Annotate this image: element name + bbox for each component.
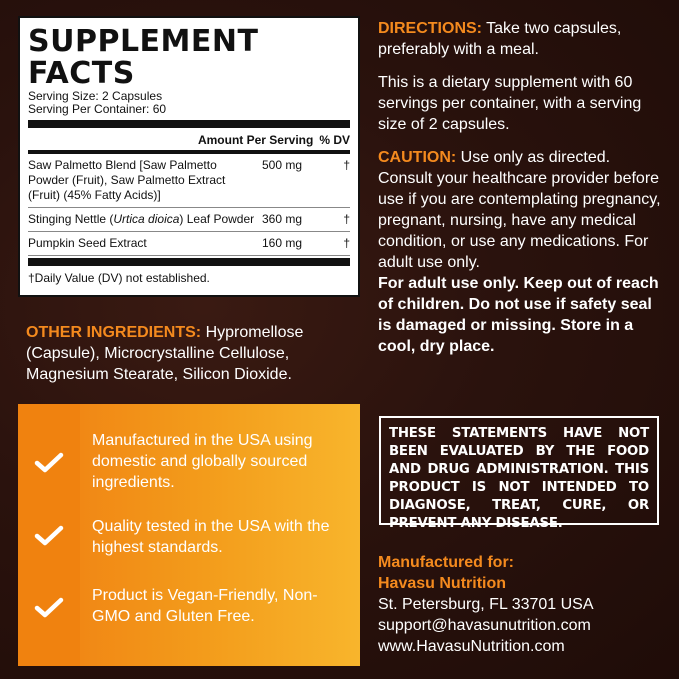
dv-footnote: †Daily Value (DV) not established. — [28, 271, 210, 285]
check-icon — [34, 452, 64, 474]
directions — [378, 18, 668, 60]
divider-thick — [28, 258, 350, 266]
other-ingredients — [26, 322, 356, 385]
ingredient-amount: 500 mg — [262, 158, 303, 172]
benefit-item: Manufactured in the USA using domestic and globally sourced ingredients. — [92, 432, 313, 491]
facts-title: SUPPLEMENT FACTS — [28, 24, 259, 91]
ingredient-name-suffix: ) Leaf Powder — [179, 212, 255, 226]
fda-disclaimer: THESE STATEMENTS HAVE NOT BEEN EVALUATED BY THE FOOD AND DRUG ADMINISTRATION. THIS PRODUCT IS NOT INTENDED TO DIAGNOSE, TREAT, CURE, OR PREVENT ANY DISEASE. — [379, 416, 659, 525]
manufacturer-address: St. Petersburg, FL 33701 USA — [378, 596, 594, 613]
other-ingredients-label: OTHER INGREDIENTS: — [26, 324, 202, 341]
ingredient-name-prefix: Stinging Nettle ( — [28, 212, 114, 226]
manufacturer-info — [378, 552, 668, 657]
caution-text: Use only as directed. Consult your healthcare provider before use if you are contemplating pregnancy, pregnant, nursing, have any medical condition, or use any medications. For adult use only. — [378, 149, 661, 271]
ingredient-dv: † — [343, 158, 350, 172]
other-ingredients-text: Hypromellose (Capsule), Microcrystalline Cellulose, Magnesium Stearate, Silicon Dioxide. — [26, 324, 304, 383]
serving-size: Serving Size: 2 Capsules — [28, 89, 163, 103]
ingredient-dv: † — [343, 212, 350, 226]
right-column — [378, 18, 668, 369]
ingredient-latin-name: Urtica dioica — [113, 212, 180, 226]
dietary-note: This is a dietary supplement with 60 servings per container, with a serving size of 2 capsules. — [378, 74, 642, 133]
servings-per-container: Serving Per Container: 60 — [28, 102, 167, 116]
benefit-item: Quality tested in the USA with the highest standards. — [92, 518, 330, 556]
ingredient-name: Pumpkin Seed Extract — [28, 236, 147, 250]
divider-thick — [28, 120, 350, 128]
ingredient-amount: 360 mg — [262, 212, 303, 226]
ingredient-row — [28, 232, 350, 256]
manufacturer-email: support@havasunutrition.com — [378, 617, 591, 634]
directions-text: Take two capsules, preferably with a meal. — [378, 20, 622, 58]
benefit-item: Product is Vegan-Friendly, Non-GMO and Gluten Free. — [92, 587, 318, 625]
check-icon — [34, 597, 64, 619]
ingredient-name: Saw Palmetto Blend [Saw Palmetto Powder (Fruit), Saw Palmetto Extract (Fruit) (45% Fatty Acids)] — [28, 158, 226, 202]
dv-header: % DV — [319, 133, 350, 147]
ingredient-name — [28, 212, 262, 227]
manufacturer-label: Manufactured for: — [378, 554, 514, 571]
ingredient-row — [28, 208, 350, 232]
caution-label: CAUTION: — [378, 149, 457, 166]
caution — [378, 147, 668, 357]
supplement-facts-panel — [18, 16, 360, 297]
ingredient-dv: † — [343, 236, 350, 250]
check-icon — [34, 525, 64, 547]
caution-bold-text: For adult use only. Keep out of reach of children. Do not use if safety seal is damaged or missing. Store in a cool, dry place. — [378, 275, 659, 355]
directions-label: DIRECTIONS: — [378, 20, 482, 37]
amount-header: Amount Per Serving — [197, 133, 314, 147]
manufacturer-website: www.HavasuNutrition.com — [378, 638, 565, 655]
ingredient-row — [28, 154, 350, 208]
ingredient-amount: 160 mg — [262, 236, 303, 250]
manufacturer-name: Havasu Nutrition — [378, 575, 507, 592]
amount-header-row — [28, 131, 350, 150]
